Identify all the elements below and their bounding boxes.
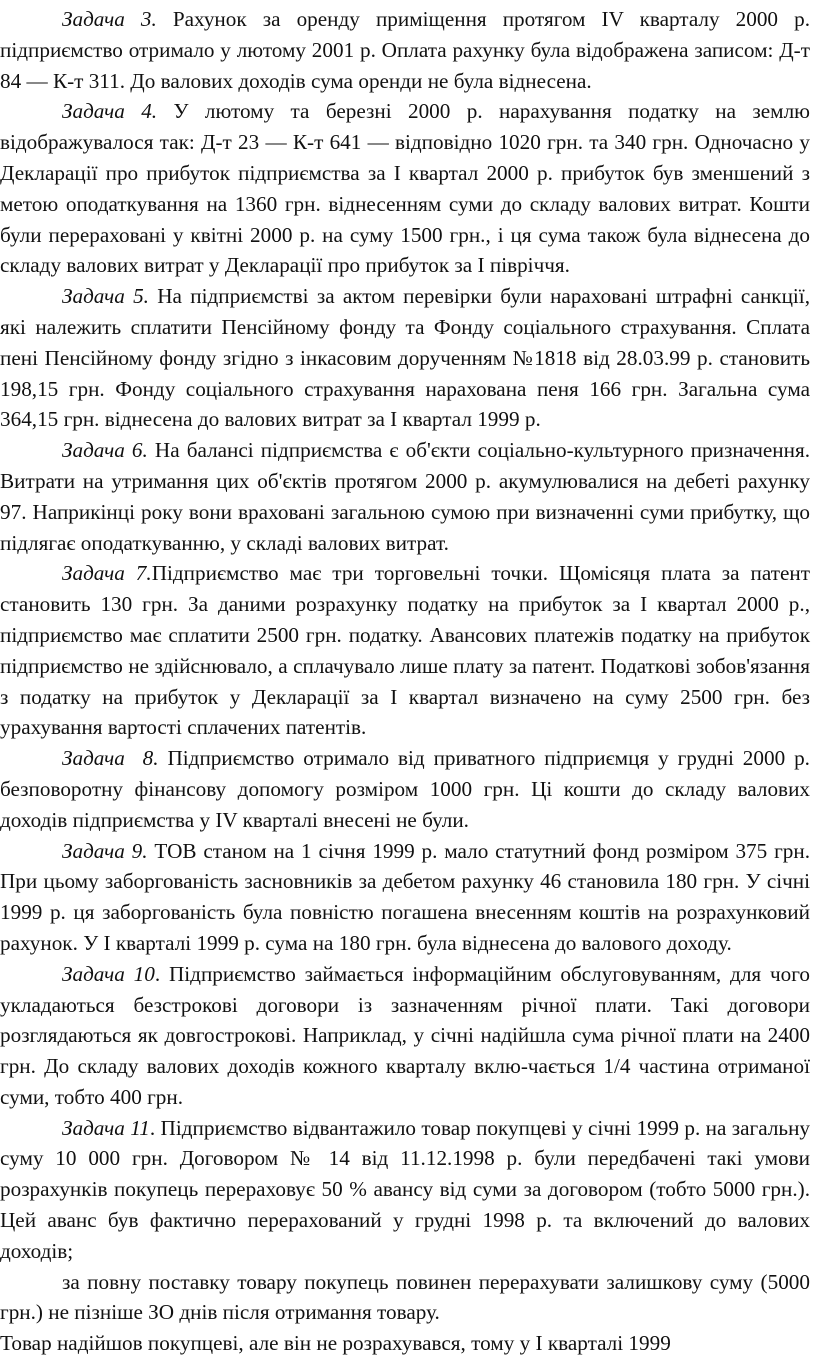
task-11-title: Задача 11 <box>62 1115 150 1140</box>
task-8-text: Підприємство отримало від приватного підприємця у грудні 2000 р. безповоротну фінансову допомогу розміром 1000 грн. Ці кошти до складу валових доходів підприємства у IV кварталі внесені не були. <box>0 746 810 832</box>
last-line: Товар надійшов покупцеві, але він не розрахувався, тому у I кварталі 1999 <box>0 1331 671 1356</box>
task-4-title: Задача 4. <box>62 99 158 124</box>
task-10-paragraph <box>0 959 810 1113</box>
task-3-paragraph <box>0 4 810 96</box>
task-6-paragraph <box>0 435 810 558</box>
task-4-paragraph <box>0 96 810 281</box>
task-11-paragraph <box>0 1113 810 1267</box>
task-7-paragraph <box>0 558 810 743</box>
task-5-text: На підприємстві за актом перевірки були нараховані штрафні санкції, які належить сплатити Пенсійному фонду та Фонду соціального страхування. Сплата пені Пенсійному фонду згідно з інкасовим дорученням №1818 від 28.03.99 р. становить 198,15 грн. Фонду соціального страхування нарахована пеня 166 грн. Загальна сума 364,15 грн. віднесена до валових витрат за I квартал 1999 р. <box>0 284 810 432</box>
task-7-title: Задача 7. <box>62 561 152 586</box>
task-11-continuation <box>0 1267 810 1329</box>
task-7-text: Підприємство має три торговельні точки. Щомісяця плата за патент становить 130 грн. За даними розрахунку податку на прибуток за I квартал 2000 р., підприємство має сплатити 2500 грн. податку. Авансових платежів податку на прибуток підприємство не здійснювало, а сплачувало лише плату за патент. Податкові зобов'язання з податку на прибуток у Декларації за I квартал визначено на суму 2500 грн. без урахування вартості сплачених патентів. <box>0 561 810 740</box>
task-8-title: Задача 8. <box>62 746 159 771</box>
task-6-title: Задача 6. <box>62 438 148 463</box>
task-4-text: У лютому та березні 2000 р. нарахування податку на землю відображувалося так: Д-т 23 — К-т 641 — відповідно 1020 грн. та 340 грн. Одночасно у Декларації про прибуток підприємства за I квартал 2000 р. прибуток був зменшений з метою оподаткування на 1360 грн. віднесенням суми до складу валових витрат. Кошти були перераховані у квітні 2000 р. на суму 1500 грн., і ця сума також була віднесена до складу валових витрат у Декларації про прибуток за I півріччя. <box>0 99 810 278</box>
task-5-paragraph <box>0 281 810 435</box>
task-5-title: Задача 5. <box>62 284 149 309</box>
task-11-text: . Підприємство відвантажило товар покупцеві у січні 1999 р. на загальну суму 10 000 грн. Договором № 14 від 11.12.1998 р. були передбачені такі умови розрахунків покупець перераховує 50 % авансу від суми за договором (тобто 5000 грн.). Цей аванс був фактично перерахований у грудні 1998 р. та включений до валових доходів; <box>0 1115 811 1263</box>
task-9-title: Задача 9. <box>62 838 148 863</box>
task-3-title: Задача 3. <box>62 7 157 31</box>
task-9-paragraph <box>0 836 810 959</box>
task-9-text: ТОВ станом на 1 січня 1999 р. мало статутний фонд розміром 375 грн. При цьому заборгованість засновників за дебетом рахунку 46 становила 180 грн. У січні 1999 р. ця заборгованість була повністю погашена внесенням коштів на розрахунковий рахунок. У I кварталі 1999 р. сума на 180 грн. була віднесена до валового доходу. <box>0 838 810 955</box>
task-8-paragraph <box>0 743 810 835</box>
task-11-continuation-text: за повну поставку товару покупець повинен перерахувати залишкову суму (5000 грн.) не пізніше ЗО днів після отримання товару. <box>0 1269 810 1325</box>
task-10-text: . Підприємство займається інформаційним обслуговуванням, для чого укладаються безстрокові договори із зазначенням річної плати. Такі договори розглядаються як довгострокові. Наприклад, у січні надійшла сума річної плати на 2400 грн. До складу валових доходів кожного кварталу вклю-чається 1/4 частина отриманої суми, тобто 400 грн. <box>0 961 810 1109</box>
task-10-title: Задача 10 <box>62 961 155 986</box>
task-3-text: Рахунок за оренду приміщення протягом IV кварталу 2000 р. підприємство отримало у лютому 2001 р. Оплата рахунку була відображена записом: Д-т 84 — К-т 311. До валових доходів сума оренди не була віднесена. <box>0 7 810 93</box>
task-6-text: На балансі підприємства є об'єкти соціально-культурного призначення. Витрати на утримання цих об'єктів протягом 2000 р. акумулювалися на дебеті рахунку 97. Наприкінці року вони враховані загальною сумою при визначенні суми прибутку, що підлягає оподаткуванню, у складі валових витрат. <box>0 438 810 555</box>
